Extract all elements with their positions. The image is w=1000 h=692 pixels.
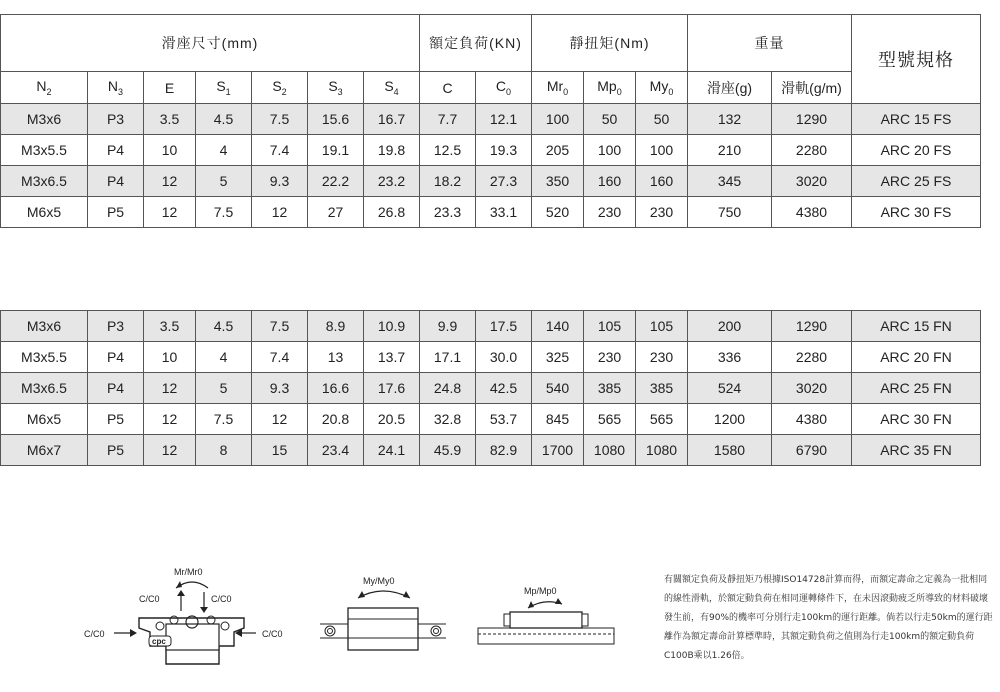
table-cell: 30.0 [476,342,532,373]
column-header: $My_0$ [636,72,688,104]
table-cell: 160 [636,166,688,197]
model-cell: ARC 35 FN [852,435,981,466]
column-header: 滑座(g) [688,72,772,104]
table-body-fs [1,104,981,228]
table-cell: P5 [88,404,144,435]
table-cell: P4 [88,342,144,373]
table-cell: 6790 [772,435,852,466]
column-header: E [144,72,196,104]
table-row [1,404,981,435]
my-label: My/My0 [363,576,395,586]
model-cell: ARC 30 FN [852,404,981,435]
table-cell: 27 [308,197,364,228]
table-cell: 205 [532,135,584,166]
table-cell: 12 [144,166,196,197]
table-cell: 10 [144,135,196,166]
table-cell: 12 [252,404,308,435]
my-arrowhead-right-icon [403,591,410,598]
table-cell: 24.8 [420,373,476,404]
table-cell: 33.1 [476,197,532,228]
table-cell: 5 [196,166,252,197]
table-row [1,342,981,373]
column-header: $N_3$ [88,72,144,104]
table-cell: 15.6 [308,104,364,135]
table-cell: 19.8 [364,135,420,166]
table-cell: 13 [308,342,364,373]
table-cell: P4 [88,166,144,197]
rail-hole-icon [431,626,441,636]
table-cell: 50 [584,104,636,135]
table-cell: 13.7 [364,342,420,373]
table-cell: 540 [532,373,584,404]
table-cell: 8 [196,435,252,466]
slider-side-view [510,612,582,628]
column-header-row [1,72,981,104]
table-cell: 565 [636,404,688,435]
column-header: $S_1$ [196,72,252,104]
notes-paragraph: 有關額定負荷及靜扭矩乃根據ISO14728計算而得，而額定壽命之定義為一批相同的線性滑軌，於額定動負荷在相同運轉條件下，在未因滾動疲乏所導致的材料破壞發生前，有90%的機率可分別行走100km的運行距離。倘若以行走50km的運行距離作為額定壽命計算標準時，其額定動負荷之值則為行走100km的額定動負荷C100B乘以1.26倍。 [664,575,993,661]
c-label-top-right: C/C0 [211,594,232,604]
table-cell: 2280 [772,342,852,373]
column-header: $C_0$ [476,72,532,104]
table-cell: P3 [88,311,144,342]
mr-label: Mr/Mr0 [174,567,203,577]
slider-top-view [348,608,418,650]
table-cell: 210 [688,135,772,166]
table-cell: 23.4 [308,435,364,466]
table-cell: 22.2 [308,166,364,197]
column-header: $Mp_0$ [584,72,636,104]
table-cell: 19.1 [308,135,364,166]
table-cell: 7.5 [252,104,308,135]
spec-table-fs [0,14,981,228]
table-cell: 140 [532,311,584,342]
table-cell: 1700 [532,435,584,466]
table-cell: 20.5 [364,404,420,435]
table-cell: M3x6 [1,104,88,135]
table-body-fn [1,311,981,466]
table-cell: 45.9 [420,435,476,466]
table-cell: 4 [196,342,252,373]
cross-section-diagram [84,566,300,676]
right-arrowhead-icon [130,629,137,637]
table-cell: 230 [636,197,688,228]
table-cell: 42.5 [476,373,532,404]
table-cell: 12 [144,373,196,404]
rail-hole-inner-icon [328,629,333,634]
table-cell: 18.2 [420,166,476,197]
c-label-right: C/C0 [262,629,283,639]
table-row [1,197,981,228]
brand-logo-text: cpc [152,637,166,646]
my-arc-arrow [358,591,410,598]
mp-arrowhead-left-icon [528,601,534,608]
table-cell: 1080 [636,435,688,466]
table-cell: 3020 [772,166,852,197]
header-rated-load: 額定負荷(KN) [420,15,532,72]
table-cell: 230 [584,197,636,228]
header-slider-dims: 滑座尺寸(mm) [1,15,420,72]
table-cell: 27.3 [476,166,532,197]
table-cell: 105 [636,311,688,342]
table-cell: 12.1 [476,104,532,135]
table-cell: 105 [584,311,636,342]
table-cell: 23.3 [420,197,476,228]
table-cell: 7.5 [196,404,252,435]
table-cell: 19.3 [476,135,532,166]
table-cell: P4 [88,373,144,404]
table-cell: 12 [144,435,196,466]
column-header: $Mr_0$ [532,72,584,104]
table-cell: M6x5 [1,404,88,435]
table-cell: 2280 [772,135,852,166]
table-cell: 160 [584,166,636,197]
table-cell: 16.6 [308,373,364,404]
table-cell: 23.2 [364,166,420,197]
table-cell: M6x7 [1,435,88,466]
column-header: C [420,72,476,104]
table-cell: 7.4 [252,135,308,166]
table-cell: 53.7 [476,404,532,435]
table-cell: 7.5 [196,197,252,228]
table-cell: 7.7 [420,104,476,135]
model-cell: ARC 20 FS [852,135,981,166]
pitch-diagram [476,582,616,654]
end-seal-right [582,614,588,626]
table-row [1,435,981,466]
table-cell: 12 [144,404,196,435]
table-cell: 336 [688,342,772,373]
table-cell: 4.5 [196,104,252,135]
table-cell: 520 [532,197,584,228]
table-cell: 385 [636,373,688,404]
table-cell: 845 [532,404,584,435]
table-cell: P3 [88,104,144,135]
header-model: 型號規格 [852,15,981,104]
table-cell: 82.9 [476,435,532,466]
table-cell: 24.1 [364,435,420,466]
table-cell: 1580 [688,435,772,466]
column-header: $S_2$ [252,72,308,104]
column-header: $N_2$ [1,72,88,104]
table-cell: 4380 [772,197,852,228]
table-cell: 9.3 [252,373,308,404]
table-cell: 5 [196,373,252,404]
table-cell: 4.5 [196,311,252,342]
mp-arrowhead-right-icon [555,598,562,604]
table-cell: M3x5.5 [1,342,88,373]
yaw-diagram [318,572,448,652]
table-cell: 100 [636,135,688,166]
table-cell: M3x6 [1,311,88,342]
rail-hole-inner-icon [434,629,439,634]
table-cell: 325 [532,342,584,373]
table-cell: M6x5 [1,197,88,228]
model-cell: ARC 20 FN [852,342,981,373]
table-cell: 750 [688,197,772,228]
table-cell: 17.1 [420,342,476,373]
table-cell: M3x6.5 [1,373,88,404]
table-cell: 12 [144,197,196,228]
table-cell: 50 [636,104,688,135]
table-cell: 17.5 [476,311,532,342]
table-cell: 20.8 [308,404,364,435]
table-cell: 230 [584,342,636,373]
table-cell: 1290 [772,311,852,342]
table-cell: 9.3 [252,166,308,197]
table-cell: 4380 [772,404,852,435]
c-label-left: C/C0 [84,629,105,639]
rail-side-view [478,628,614,644]
table-cell: 565 [584,404,636,435]
table-cell: 345 [688,166,772,197]
table-cell: P4 [88,135,144,166]
table-row [1,166,981,197]
model-cell: ARC 15 FS [852,104,981,135]
table-cell: 17.6 [364,373,420,404]
table-cell: 9.9 [420,311,476,342]
table-cell: 132 [688,104,772,135]
header-weight: 重量 [688,15,852,72]
table-cell: 350 [532,166,584,197]
table-cell: 16.7 [364,104,420,135]
table-cell: 26.8 [364,197,420,228]
model-cell: ARC 15 FN [852,311,981,342]
table-cell: 385 [584,373,636,404]
table-cell: 12.5 [420,135,476,166]
table-cell: 1290 [772,104,852,135]
column-header: $S_4$ [364,72,420,104]
table-row [1,311,981,342]
up-arrowhead-icon [177,590,185,596]
table-cell: 200 [688,311,772,342]
table-cell: 3020 [772,373,852,404]
down-arrowhead-icon [200,607,208,613]
model-cell: ARC 25 FN [852,373,981,404]
table-cell: 7.5 [252,311,308,342]
table-cell: 230 [636,342,688,373]
column-header: 滑軌(g/m) [772,72,852,104]
table-cell: 32.8 [420,404,476,435]
end-seal-left [504,614,510,626]
table-cell: 10.9 [364,311,420,342]
table-cell: M3x5.5 [1,135,88,166]
table-cell: P5 [88,435,144,466]
table-cell: 4 [196,135,252,166]
model-cell: ARC 30 FS [852,197,981,228]
rail-hole-icon [325,626,335,636]
mr-arrowhead-icon [176,581,182,588]
table-cell: 12 [252,197,308,228]
table-row [1,104,981,135]
header-static-torque: 靜扭矩(Nm) [532,15,688,72]
c-label-top-left: C/C0 [139,594,160,604]
table-cell: 10 [144,342,196,373]
table-cell: 524 [688,373,772,404]
table-cell: 7.4 [252,342,308,373]
table-cell: M3x6.5 [1,166,88,197]
table-cell: 15 [252,435,308,466]
table-cell: 1080 [584,435,636,466]
table-row [1,373,981,404]
table-cell: 1200 [688,404,772,435]
table-cell: P5 [88,197,144,228]
column-header: $S_3$ [308,72,364,104]
mp-label: Mp/Mp0 [524,586,557,596]
spec-table-fn [0,310,981,466]
table-cell: 3.5 [144,311,196,342]
table-row [1,135,981,166]
table-cell: 3.5 [144,104,196,135]
model-cell: ARC 25 FS [852,166,981,197]
table-cell: 100 [584,135,636,166]
table-cell: 100 [532,104,584,135]
table-cell: 8.9 [308,311,364,342]
